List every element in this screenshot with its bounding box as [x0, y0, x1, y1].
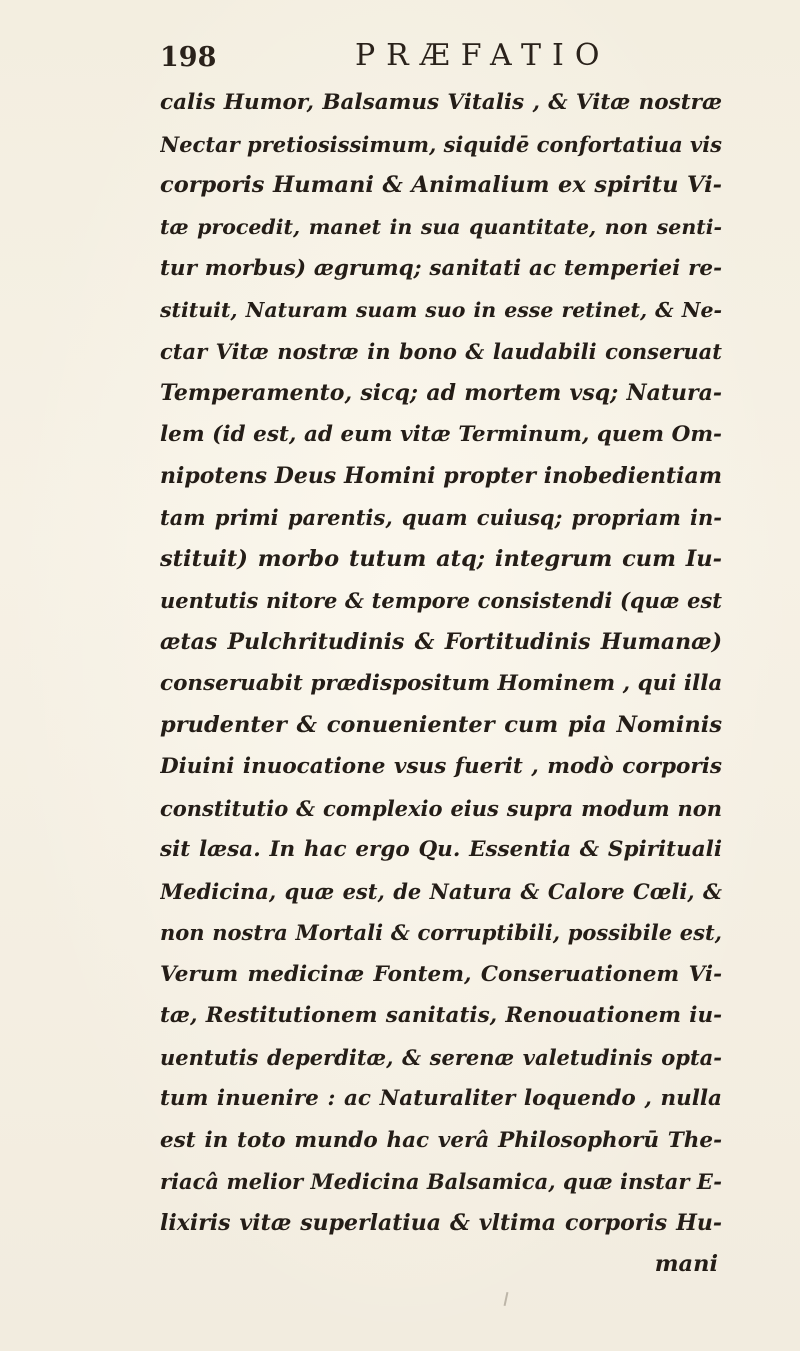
- text-line: conseruabit prædispositum Hominem , qui illa: [160, 671, 722, 696]
- text-line: tum inuenire : ac Naturaliter loquendo , nulla: [160, 1086, 722, 1111]
- body-text: [160, 82, 722, 1286]
- page-title: PRÆFATIO: [355, 38, 611, 73]
- text-line: Medicina, quæ est, de Natura & Calore Cœli, &: [160, 878, 722, 904]
- text-line: non nostra Mortali & corruptibili, possibile est,: [160, 920, 722, 945]
- text-line: calis Humor, Balsamus Vitalis , & Vitæ nostræ: [160, 90, 722, 115]
- text-line: est in toto mundo hac verâ Philosophorū The-: [160, 1127, 722, 1153]
- text-line: sit læsa. In hac ergo Qu. Essentia & Spirituali: [160, 837, 722, 862]
- text-line: tur morbus) ægrumq; sanitati ac temperiei re-: [160, 256, 722, 281]
- text-line: Verum medicinæ Fontem, Conseruationem Vi-: [160, 961, 722, 987]
- text-line: corporis Humani & Animalium ex spiritu Vi-: [160, 172, 722, 198]
- text-line: stituit, Naturam suam suo in esse retinet, & Ne-: [160, 297, 722, 322]
- text-line: ætas Pulchritudinis & Fortitudinis Humanæ): [160, 628, 722, 655]
- text-line: Temperamento, sicq; ad mortem vsq; Natura-: [160, 379, 722, 406]
- text-line: Nectar pretiosissimum, siquidē confortatiua vis: [160, 131, 722, 157]
- text-line: lixiris vitæ superlatiua & vltima corporis Hu-: [160, 1209, 722, 1236]
- text-line: uentutis deperditæ, & serenæ valetudinis opta-: [160, 1044, 722, 1070]
- text-line: uentutis nitore & tempore consistendi (quæ est: [160, 588, 722, 613]
- text-line: ctar Vitæ nostræ in bono & laudabili conseruat: [160, 339, 722, 364]
- text-line: constitutio & complexio eius supra modum non: [160, 795, 722, 821]
- text-line: tam primi parentis, quam cuiusq; propriam in-: [160, 505, 722, 530]
- text-line: stituit) morbo tutum atq; integrum cum Iu-: [160, 545, 722, 572]
- text-line: Diuini inuocatione vsus fuerit , modò corporis: [160, 754, 722, 779]
- page-number: 198: [160, 42, 217, 73]
- text-line: prudenter & conuenienter cum pia Nominis: [160, 711, 722, 738]
- text-line: lem (id est, ad eum vitæ Terminum, quem Om-: [160, 422, 722, 447]
- text-line-last: mani: [654, 1251, 718, 1277]
- paper-speck: [504, 1292, 509, 1306]
- text-line: tæ procedit, manet in sua quantitate, non senti-: [160, 214, 722, 239]
- running-head: [160, 38, 720, 88]
- text-line: riacâ melior Medicina Balsamica, quæ instar E-: [160, 1169, 722, 1194]
- text-line: tæ, Restitutionem sanitatis, Renouationem iu-: [160, 1003, 722, 1028]
- text-line: nipotens Deus Homini propter inobedientiam: [160, 462, 722, 489]
